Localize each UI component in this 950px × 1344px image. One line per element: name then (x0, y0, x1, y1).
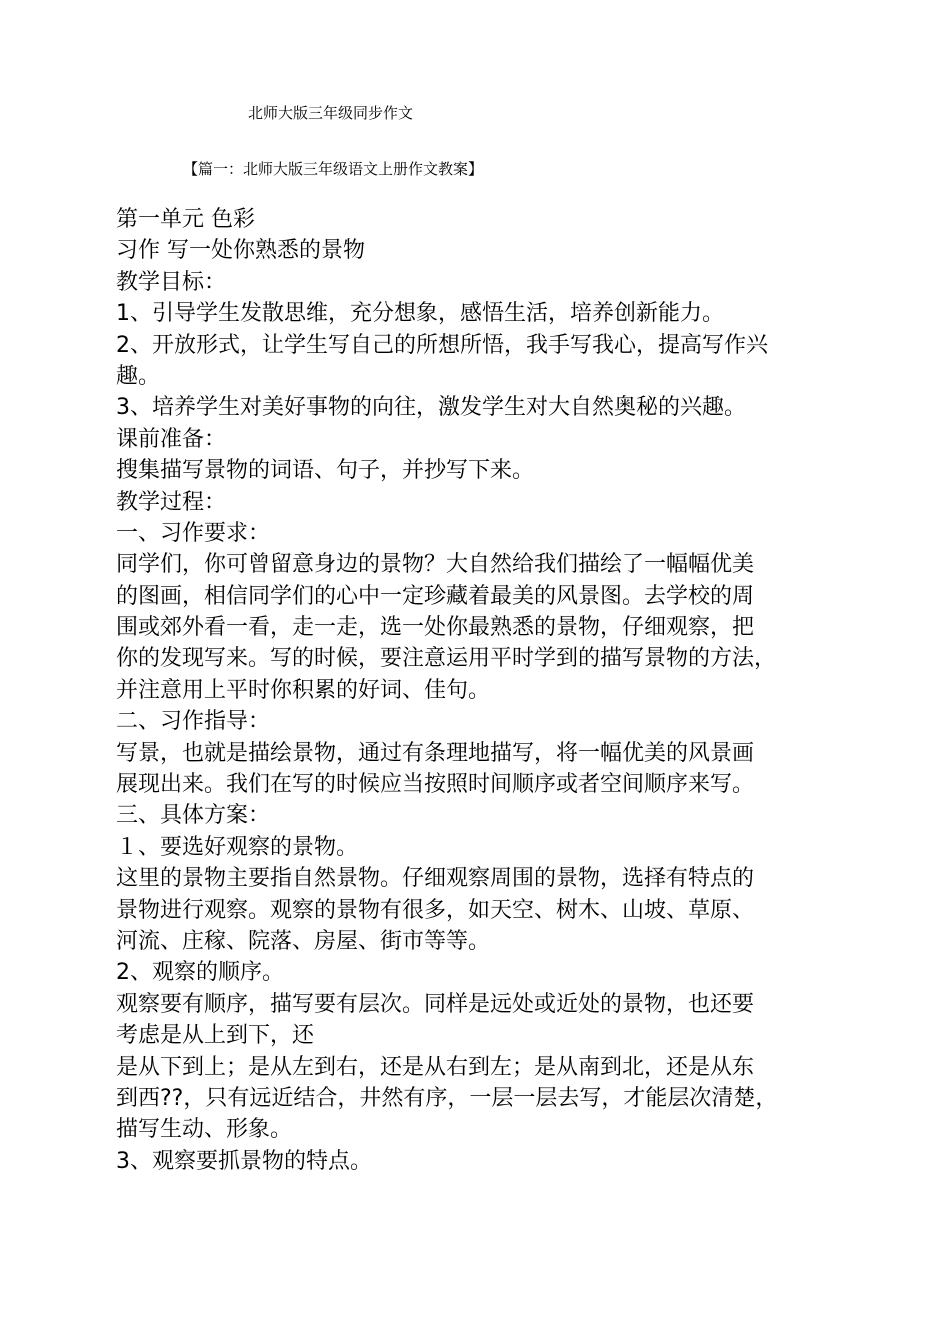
body-line: 3、培养学生对美好事物的向往，激发学生对大自然奥秘的兴趣。 (116, 395, 746, 421)
body-line: 这里的景物主要指自然景物。仔细观察周围的景物，选择有特点的 (116, 866, 755, 892)
body-line: 教学过程： (116, 489, 227, 515)
document-subtitle: 【篇一：北师大版三年级语文上册作文教案】 (183, 160, 484, 178)
body-line: 搜集描写景物的词语、句子，并抄写下来。 (116, 458, 535, 484)
body-line: 景物进行观察。观察的景物有很多，如天空、树木、山坡、草原、 (116, 897, 755, 923)
body-line: 2、开放形式，让学生写自己的所想所悟，我手写我心，提高写作兴 (116, 332, 768, 358)
body-line: 到西??，只有远近结合，井然有序，一层一层去写，才能层次清楚， (116, 1085, 778, 1111)
document-body (116, 204, 838, 1177)
body-line: 1、引导学生发散思维，充分想象，感悟生活，培养创新能力。 (116, 301, 724, 327)
body-line: 并注意用上平时你积累的好词、佳句。 (116, 677, 491, 703)
body-line: 的图画，相信同学们的心中一定珍藏着最美的风景图。去学校的周 (116, 583, 755, 609)
body-line: 考虑是从上到下，还 (116, 1023, 315, 1049)
document-title: 北师大版三年级同步作文 (248, 104, 414, 122)
body-line: 展现出来。我们在写的时候应当按照时间顺序或者空间顺序来写。 (116, 772, 755, 798)
body-line: 同学们，你可曾留意身边的景物？大自然给我们描绘了一幅幅优美 (116, 552, 755, 578)
body-line: 课前准备： (116, 426, 227, 452)
body-line: 习作 写一处你熟悉的景物 (116, 238, 365, 264)
body-line: 观察要有顺序，描写要有层次。同样是远处或近处的景物，也还要 (116, 991, 755, 1017)
body-line: 2、观察的顺序。 (116, 960, 284, 986)
body-line: 描写生动、形象。 (116, 1117, 293, 1143)
body-line: 写景，也就是描绘景物，通过有条理地描写，将一幅优美的风景画 (116, 740, 755, 766)
body-line: 河流、庄稼、院落、房屋、街市等等。 (116, 928, 491, 954)
body-line: 三、具体方案： (116, 803, 271, 829)
body-line: 第一单元 色彩 (116, 207, 255, 232)
body-line: 教学目标： (116, 269, 227, 295)
body-line: 围或郊外看一看，走一走，选一处你最熟悉的景物，仔细观察，把 (116, 615, 755, 641)
body-line: 二、习作指导： (116, 709, 271, 735)
body-line: 是从下到上；是从左到右，还是从右到左；是从南到北，还是从东 (116, 1054, 755, 1080)
body-line: 趣。 (116, 363, 161, 389)
body-line: 3、观察要抓景物的特点。 (116, 1148, 372, 1174)
body-line: １、要选好观察的景物。 (116, 834, 359, 860)
body-line: 你的发现写来。写的时候，要注意运用平时学到的描写景物的方法， (116, 646, 777, 672)
body-line: 一、习作要求： (116, 520, 271, 546)
